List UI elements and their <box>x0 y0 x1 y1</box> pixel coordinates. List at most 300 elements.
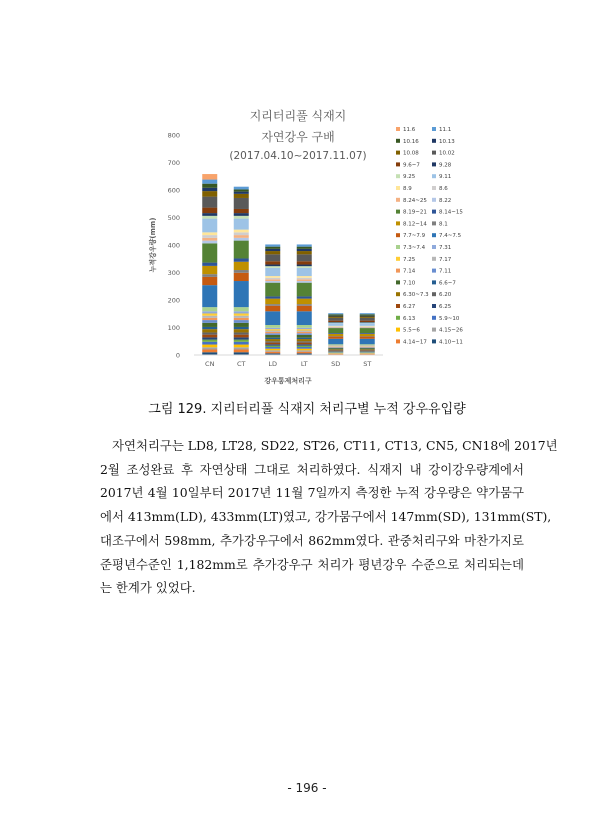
legend-label: 4.10~11 <box>439 339 463 346</box>
figure-caption: 그림 129. 지리터리풀 식재지 처리구별 누적 강우유입량 <box>148 402 466 417</box>
legend-swatch <box>396 292 400 296</box>
legend-label: 7.25 <box>403 256 416 263</box>
bar-segment-ST-8.24~25 <box>360 327 375 328</box>
x-tick-label: LT <box>300 360 308 368</box>
bar-segment-CN-6.13 <box>202 340 217 342</box>
bar-segment-CT-6.20 <box>234 332 249 334</box>
legend-label: 5.5~6 <box>403 327 420 334</box>
bar-segment-CN-7.4~7.5 <box>202 285 217 307</box>
bar-segment-SD-9.25 <box>328 323 343 324</box>
bar-segment-SD-7.4~7.5 <box>328 339 343 345</box>
x-tick-label: ST <box>363 360 372 368</box>
stacked-bar-chart <box>130 95 530 395</box>
bar-segment-CN-11.1 <box>202 180 217 184</box>
bar-segment-ST-7.7~7.9 <box>360 337 375 339</box>
chart-title-line-2: 자연강우 구배 <box>261 130 335 144</box>
bar-segment-LD-8.14~15 <box>265 296 280 298</box>
legend-swatch <box>396 316 400 320</box>
bar-segment-CN-7.3~7.4 <box>202 307 217 311</box>
bar-segment-ST-7.14 <box>360 347 375 348</box>
bar-segment-LD-5.9~10 <box>265 347 280 349</box>
legend-swatch <box>432 257 436 261</box>
bar-segment-LD-4.15~26 <box>265 350 280 351</box>
legend-label: 8.12~14 <box>403 221 427 228</box>
bar-segment-LD-8.6 <box>265 278 280 280</box>
body-line: 대조구에서 598mm, 추가강우구에서 862mm였다. 관중처리구와 마찬가지로 <box>100 532 524 548</box>
legend-label: 4.14~17 <box>403 339 427 346</box>
legend-label: 11.1 <box>439 127 452 133</box>
legend-label: 8.1 <box>439 221 448 228</box>
bar-segment-ST-10.13 <box>360 316 375 317</box>
bar-segment-CN-8.19~21 <box>202 243 217 262</box>
bar-segment-ST-4.15~26 <box>360 353 375 354</box>
x-tick-label: LD <box>268 360 278 368</box>
legend-swatch <box>396 269 400 273</box>
bar-segment-CT-7.17 <box>234 316 249 318</box>
bar-segment-LT-7.10 <box>297 335 312 338</box>
y-tick-label: 800 <box>167 131 180 140</box>
bar-segment-LT-8.9 <box>297 276 312 278</box>
legend-swatch <box>396 328 400 332</box>
bar-segment-LT-6.30~7.3 <box>297 339 312 341</box>
bar-segment-LD-7.4~7.5 <box>265 311 280 325</box>
bar-segment-CN-7.10 <box>202 323 217 327</box>
bar-segment-CT-6.27 <box>234 335 249 338</box>
bar-segment-LT-8.14~15 <box>297 296 312 298</box>
body-line: 자연처리구는 LD8, LT28, SD22, ST26, CT11, CT13, CN5, CN18에 2017년 <box>112 438 558 453</box>
bar-segment-LD-5.5~6 <box>265 349 280 351</box>
bar-segment-CN-9.25 <box>202 216 217 219</box>
bar-segment-LD-8.9 <box>265 276 280 278</box>
legend-swatch <box>396 221 400 225</box>
legend-label: 7.7~7.9 <box>403 233 426 240</box>
bar-segment-SD-9.11 <box>328 323 343 326</box>
bar-segment-ST-8.1 <box>360 336 375 337</box>
legend-swatch <box>432 210 436 214</box>
bar-segment-SD-8.9 <box>328 326 343 327</box>
bar-segment-CN-9.6~7 <box>202 208 217 214</box>
bar-segment-CN-7.25 <box>202 313 217 315</box>
bar-segment-CN-6.25 <box>202 337 217 339</box>
bar-segment-SD-7.7~7.9 <box>328 337 343 339</box>
legend-label: 9.11 <box>439 174 452 181</box>
bar-segment-LT-7.25 <box>297 329 312 330</box>
legend-label: 7.4~7.5 <box>439 233 462 240</box>
y-tick-label: 600 <box>167 186 180 195</box>
legend-label: 6.20 <box>439 292 452 299</box>
chart-title <box>229 108 366 162</box>
bar-segment-CT-10.16 <box>234 189 249 191</box>
body-line: 2월 조성완료 후 자연상태 그대로 처리하였다. 식재지 내 강이강우량계에서 <box>100 461 524 477</box>
bar-segment-CT-6.25 <box>234 337 249 339</box>
bar-segment-CN-7.17 <box>202 316 217 318</box>
bar-segment-ST-8.9 <box>360 326 375 327</box>
bar-segment-ST-6.20 <box>360 350 375 351</box>
bar-segment-CN-9.11 <box>202 219 217 233</box>
y-tick-label: 200 <box>167 296 180 305</box>
bar-segment-LT-6.6~7 <box>297 338 312 339</box>
bar-segment-LT-7.11 <box>297 333 312 335</box>
bar-segment-LT-7.7~7.9 <box>297 306 312 312</box>
bar-segment-SD-7.31 <box>328 345 343 346</box>
legend-label: 9.28 <box>439 162 452 169</box>
bar-segment-LD-8.22 <box>265 281 280 283</box>
legend-label: 8.22 <box>439 197 452 204</box>
bar-segment-CN-8.6 <box>202 235 217 238</box>
bar-segment-ST-8.22 <box>360 328 375 329</box>
bar-segment-ST-6.30~7.3 <box>360 349 375 350</box>
legend-label: 7.10 <box>403 280 416 287</box>
bar-segment-LT-9.25 <box>297 266 312 268</box>
bar-segment-SD-8.19~21 <box>328 328 343 333</box>
bar-segment-ST-8.14~15 <box>360 333 375 334</box>
bar-segment-SD-6.20 <box>328 350 343 351</box>
bar-segment-SD-8.24~25 <box>328 327 343 328</box>
bar-segment-CN-8.22 <box>202 241 217 244</box>
bar-segment-LD-9.25 <box>265 266 280 268</box>
legend-swatch <box>432 186 436 190</box>
bar-segment-CN-6.6~7 <box>202 327 217 329</box>
bar-segment-CT-8.1 <box>234 270 249 273</box>
bar-segment-CN-6.27 <box>202 335 217 338</box>
bar-segment-CN-7.31 <box>202 311 217 313</box>
legend-label: 8.9 <box>403 186 412 192</box>
bar-segment-CN-7.11 <box>202 320 217 323</box>
legend-label: 7.31 <box>439 245 452 251</box>
bar-segment-LT-8.24~25 <box>297 279 312 281</box>
bar-segment-ST-7.31 <box>360 345 375 346</box>
bar-segment-LT-9.11 <box>297 268 312 276</box>
bar-segment-LT-8.19~21 <box>297 283 312 297</box>
bar-segment-LT-9.6~7 <box>297 261 312 264</box>
bar-segment-LD-4.14~17 <box>265 352 280 354</box>
bar-segment-LT-7.14 <box>297 332 312 333</box>
legend-swatch <box>432 339 436 343</box>
bar-segment-ST-5.9~10 <box>360 352 375 353</box>
bar-segment-SD-5.5~6 <box>328 353 343 354</box>
legend-swatch <box>396 257 400 261</box>
bar-segment-ST-7.10 <box>360 348 375 349</box>
legend-label: 4.15~26 <box>439 327 463 334</box>
bar-segment-CT-10.08 <box>234 194 249 198</box>
bar-segment-CT-11.1 <box>234 187 249 190</box>
bar-segment-ST-6.13 <box>360 352 375 353</box>
legend-swatch <box>396 139 400 143</box>
bar-segment-CT-8.9 <box>234 230 249 233</box>
body-line: 2017년 4월 10일부터 2017년 11월 7일까지 측정한 누적 강우량은 약가뭄구 <box>100 485 524 501</box>
legend-label: 7.3~7.4 <box>403 245 426 251</box>
bar-segment-CN-10.13 <box>202 188 217 191</box>
bar-segment-LT-10.13 <box>297 249 312 251</box>
y-axis-label: 누적강우량(mm) <box>149 217 157 273</box>
bar-segment-ST-7.3~7.4 <box>360 344 375 345</box>
bar-segment-SD-6.13 <box>328 352 343 353</box>
bar-segment-CN-8.1 <box>202 274 217 277</box>
bar-segment-ST-9.28 <box>360 322 375 323</box>
bar-segment-LT-7.4~7.5 <box>297 311 312 325</box>
bar-segment-ST-7.11 <box>360 347 375 348</box>
bar-segment-CT-4.15~26 <box>234 347 249 349</box>
bar-segment-ST-9.11 <box>360 323 375 326</box>
bar-segment-LD-8.1 <box>265 304 280 306</box>
bar-segment-CN-8.9 <box>202 232 217 235</box>
bar-segment-SD-8.1 <box>328 336 343 337</box>
bar-segment-SD-8.6 <box>328 326 343 327</box>
legend-swatch <box>432 139 436 143</box>
bar-segment-CT-8.24~25 <box>234 235 249 238</box>
bar-segment-LT-10.02 <box>297 254 312 261</box>
bar-segment-LT-7.3~7.4 <box>297 325 312 328</box>
legend-label: 8.24~25 <box>403 197 427 204</box>
legend-swatch <box>432 162 436 166</box>
bar-segment-CT-5.9~10 <box>234 342 249 345</box>
legend-label: 6.30~7.3 <box>403 292 429 299</box>
bar-segment-CN-10.16 <box>202 184 217 188</box>
bar-segment-CT-10.13 <box>234 192 249 194</box>
bar-segment-CN-6.30~7.3 <box>202 329 217 332</box>
bar-segment-LT-7.17 <box>297 331 312 332</box>
bar-segment-CT-6.13 <box>234 340 249 342</box>
bar-segment-CT-6.6~7 <box>234 327 249 329</box>
bar-segment-SD-10.08 <box>328 317 343 318</box>
bar-segment-LT-5.9~10 <box>297 347 312 349</box>
bar-segment-CT-8.6 <box>234 232 249 235</box>
bar-segment-SD-8.14~15 <box>328 333 343 334</box>
legend-swatch <box>432 245 436 249</box>
bar-segment-LT-6.20 <box>297 341 312 342</box>
bar-segment-CN-7.7~7.9 <box>202 277 217 285</box>
legend-label: 6.6~7 <box>439 280 456 287</box>
bar-segment-LT-4.15~26 <box>297 350 312 351</box>
bar-segment-CN-10.08 <box>202 191 217 197</box>
legend-swatch <box>432 269 436 273</box>
legend-swatch <box>432 198 436 202</box>
bar-segment-LT-8.6 <box>297 278 312 280</box>
legend-label: 10.16 <box>403 138 419 145</box>
bar-segment-ST-8.6 <box>360 326 375 327</box>
bar-segment-LT-6.25 <box>297 344 312 345</box>
bar-segment-LT-7.31 <box>297 328 312 329</box>
bar-segment-CT-8.19~21 <box>234 241 249 259</box>
bar-segment-SD-5.9~10 <box>328 352 343 353</box>
legend-label: 8.6 <box>439 186 448 192</box>
legend-swatch <box>396 151 400 155</box>
bar-segment-CN-4.15~26 <box>202 347 217 349</box>
x-axis-ticks <box>205 360 371 368</box>
bar-segment-LD-7.10 <box>265 335 280 338</box>
bar-segment-SD-10.13 <box>328 316 343 317</box>
bar-segment-CT-9.25 <box>234 216 249 219</box>
legend-swatch <box>396 233 400 237</box>
bar-segment-ST-7.4~7.5 <box>360 339 375 345</box>
bar-segment-ST-10.16 <box>360 314 375 315</box>
legend-label: 7.14 <box>403 268 416 275</box>
bar-segment-LD-7.3~7.4 <box>265 325 280 328</box>
bar-segment-SD-6.30~7.3 <box>328 349 343 350</box>
bar-segment-ST-6.6~7 <box>360 349 375 350</box>
legend-swatch <box>396 304 400 308</box>
bar-segment-LD-9.28 <box>265 265 280 267</box>
legend-label: 8.14~15 <box>439 209 463 216</box>
y-tick-label: 300 <box>167 269 180 277</box>
y-tick-label: 100 <box>167 324 180 332</box>
bar-segment-ST-6.27 <box>360 351 375 352</box>
page-number: - 196 - <box>287 781 327 795</box>
bar-segment-SD-6.6~7 <box>328 349 343 350</box>
bar-segment-CN-10.02 <box>202 197 217 208</box>
bar-segment-CN-4.14~17 <box>202 350 217 353</box>
bar-segment-ST-7.17 <box>360 346 375 347</box>
bar-segment-CN-6.20 <box>202 332 217 334</box>
bar-segment-SD-4.14~17 <box>328 354 343 355</box>
bar-segment-CN-8.12~14 <box>202 266 217 274</box>
bar-segment-ST-7.25 <box>360 346 375 347</box>
bar-segment-CT-7.10 <box>234 323 249 327</box>
bar-segment-CN-8.14~15 <box>202 263 217 266</box>
bar-segment-CT-7.25 <box>234 313 249 315</box>
y-tick-label: 0 <box>175 351 180 360</box>
x-axis-label: 강우통제처리구 <box>264 377 312 385</box>
legend-label: 10.08 <box>403 150 419 157</box>
bar-segment-LD-11.1 <box>265 244 280 246</box>
bar-segment-CN-8.24~25 <box>202 238 217 241</box>
bar-segment-LD-6.6~7 <box>265 338 280 339</box>
x-tick-label: CN <box>205 360 215 368</box>
bar-segment-LT-6.27 <box>297 343 312 345</box>
body-line: 는 한계가 있었다. <box>100 580 196 596</box>
bar-segment-CT-7.11 <box>234 320 249 323</box>
bar-segment-SD-7.17 <box>328 346 343 347</box>
bar-segment-CT-9.11 <box>234 219 249 230</box>
bar-segment-SD-7.14 <box>328 347 343 348</box>
bar-segment-CT-8.14~15 <box>234 258 249 261</box>
bar-segment-CT-7.31 <box>234 311 249 313</box>
legend-swatch <box>432 233 436 237</box>
body-paragraph <box>100 434 558 600</box>
legend-swatch <box>396 198 400 202</box>
chart-title-line-1: 지리터리풀 식재지 <box>249 109 347 123</box>
bar-segment-CN-9.28 <box>202 213 217 216</box>
bar-segment-ST-8.12~14 <box>360 334 375 336</box>
bar-segment-CT-10.02 <box>234 198 249 209</box>
legend-swatch <box>432 127 436 131</box>
bar-segment-LD-8.19~21 <box>265 283 280 297</box>
legend-swatch <box>432 304 436 308</box>
bar-segment-ST-11.1 <box>360 313 375 314</box>
bar-segment-LD-8.24~25 <box>265 279 280 281</box>
legend-swatch <box>396 186 400 190</box>
y-tick-label: 500 <box>167 214 180 222</box>
legend-label: 8.19~21 <box>403 209 427 216</box>
x-tick-label: CT <box>236 360 246 368</box>
bar-segment-LD-10.16 <box>265 247 280 249</box>
legend-swatch <box>396 127 400 131</box>
legend-label: 6.27 <box>403 304 416 310</box>
chart-title-line-3: (2017.04.10~2017.11.07) <box>229 150 367 162</box>
bar-segment-LD-9.6~7 <box>265 261 280 264</box>
legend-label: 10.02 <box>439 150 455 157</box>
legend-label: 7.11 <box>439 268 452 275</box>
bar-segment-SD-9.28 <box>328 322 343 323</box>
bar-segment-LD-10.13 <box>265 249 280 251</box>
bar-segment-ST-9.25 <box>360 323 375 324</box>
legend-swatch <box>432 316 436 320</box>
legend-swatch <box>396 162 400 166</box>
legend-swatch <box>396 339 400 343</box>
legend-label: 7.17 <box>439 256 452 263</box>
bar-segment-LT-4.14~17 <box>297 352 312 354</box>
bar-segment-SD-10.02 <box>328 318 343 321</box>
bar-segment-LT-8.22 <box>297 281 312 283</box>
legend-swatch <box>432 151 436 155</box>
bars <box>202 174 375 355</box>
legend-swatch <box>432 280 436 284</box>
bar-segment-LD-8.12~14 <box>265 299 280 305</box>
bar-segment-LD-9.11 <box>265 268 280 276</box>
legend <box>396 127 463 345</box>
bar-segment-LT-8.12~14 <box>297 299 312 305</box>
bar-segment-LT-10.08 <box>297 251 312 254</box>
bar-segment-ST-9.6~7 <box>360 321 375 322</box>
legend-swatch <box>432 174 436 178</box>
bar-segment-LD-6.13 <box>265 346 280 347</box>
bar-segment-CT-7.3~7.4 <box>234 307 249 311</box>
bar-segment-LD-7.17 <box>265 331 280 332</box>
bar-segment-SD-8.12~14 <box>328 334 343 336</box>
bar-segment-CN-5.9~10 <box>202 342 217 345</box>
legend-label: 11.6 <box>403 127 416 133</box>
bar-segment-SD-4.15~26 <box>328 353 343 354</box>
bar-segment-CT-7.4~7.5 <box>234 281 249 307</box>
legend-swatch <box>432 292 436 296</box>
bar-segment-SD-10.16 <box>328 314 343 315</box>
bar-segment-ST-6.25 <box>360 351 375 352</box>
bar-segment-SD-7.3~7.4 <box>328 344 343 345</box>
bar-segment-CT-8.12~14 <box>234 262 249 270</box>
bar-segment-CT-7.14 <box>234 318 249 320</box>
bar-segment-LD-7.25 <box>265 329 280 330</box>
legend-swatch <box>396 280 400 284</box>
bar-segment-LD-7.7~7.9 <box>265 306 280 312</box>
legend-swatch <box>396 245 400 249</box>
bar-segment-SD-11.1 <box>328 313 343 314</box>
legend-label: 10.13 <box>439 138 455 145</box>
bar-segment-LD-10.02 <box>265 254 280 261</box>
y-tick-label: 400 <box>167 241 180 250</box>
bar-segment-CT-7.7~7.9 <box>234 273 249 281</box>
bar-segment-CT-4.14~17 <box>234 350 249 353</box>
bar-segment-LD-6.20 <box>265 341 280 342</box>
bar-segment-LD-6.27 <box>265 343 280 345</box>
bar-segment-CT-8.22 <box>234 238 249 241</box>
legend-label: 9.25 <box>403 174 416 181</box>
y-tick-label: 700 <box>167 159 180 167</box>
bar-segment-SD-7.11 <box>328 347 343 348</box>
bar-segment-CT-5.5~6 <box>234 345 249 348</box>
bar-segment-CN-7.14 <box>202 318 217 320</box>
bar-segment-LT-10.16 <box>297 247 312 249</box>
bar-segment-LD-7.14 <box>265 332 280 333</box>
y-axis-ticks <box>168 132 180 360</box>
bar-segment-ST-10.02 <box>360 318 375 321</box>
bar-segment-LT-6.13 <box>297 346 312 347</box>
legend-label: 6.13 <box>403 315 416 322</box>
bar-segment-SD-6.27 <box>328 351 343 352</box>
bar-segment-LT-5.5~6 <box>297 349 312 351</box>
bar-segment-CT-9.6~7 <box>234 209 249 213</box>
bar-segment-SD-7.25 <box>328 346 343 347</box>
bar-segment-CT-9.28 <box>234 213 249 216</box>
